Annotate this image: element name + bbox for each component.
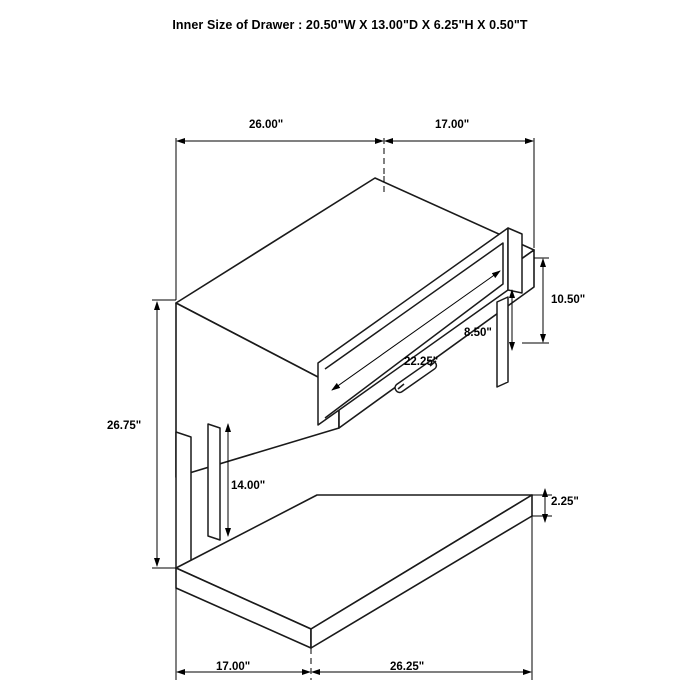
dim-label-drawer-face-height: 10.50"	[551, 294, 586, 306]
base-plinth	[176, 495, 532, 648]
dim-label-drawer-side-depth: 8.50"	[464, 327, 492, 339]
dim-label-drawer-face-width: 22.25"	[404, 356, 439, 368]
dim-label-base-width: 26.25"	[390, 661, 425, 673]
leg-left-inner	[208, 424, 220, 540]
dim-label-top-width-left: 26.00"	[249, 119, 284, 131]
page-title: Inner Size of Drawer : 20.50"W X 13.00"D X 6.25"H X 0.50"T	[172, 18, 528, 32]
leg-front-left	[176, 432, 191, 573]
dim-label-leg-opening-height: 14.00"	[231, 480, 266, 492]
dim-label-base-depth: 17.00"	[216, 661, 251, 673]
drawer-right-return	[508, 228, 522, 293]
dim-label-overall-height: 26.75"	[107, 420, 142, 432]
dim-label-top-depth-right: 17.00"	[435, 119, 470, 131]
dim-label-base-thickness: 2.25"	[551, 496, 579, 508]
leg-right	[497, 297, 508, 387]
